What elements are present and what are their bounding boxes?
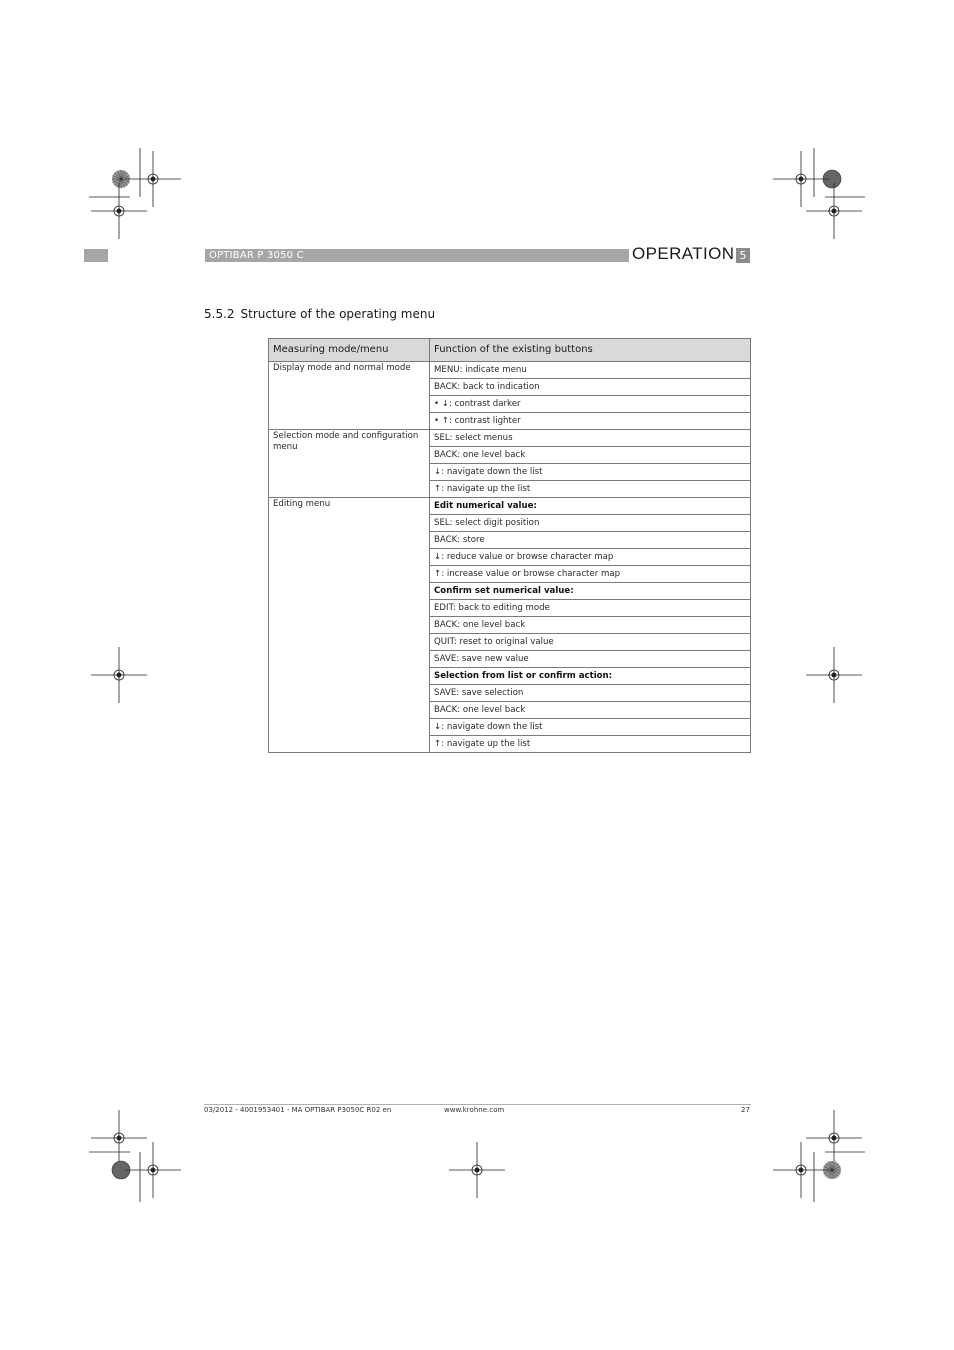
function-cell: BACK: one level back — [430, 702, 751, 719]
function-cell: BACK: one level back — [430, 447, 751, 464]
function-cell: • ↑: contrast lighter — [430, 413, 751, 430]
function-cell: ↑: increase value or browse character map — [430, 566, 751, 583]
mode-cell: Editing menu — [269, 498, 430, 753]
function-cell: ↑: navigate up the list — [430, 481, 751, 498]
chapter-number-badge: 5 — [736, 248, 750, 263]
function-cell: EDIT: back to editing mode — [430, 600, 751, 617]
function-subheading-cell: Edit numerical value: — [430, 498, 751, 515]
section-heading — [204, 306, 435, 322]
function-cell: ↓: reduce value or browse character map — [430, 549, 751, 566]
function-subheading-cell: Selection from list or confirm action: — [430, 668, 751, 685]
function-cell: SAVE: save new value — [430, 651, 751, 668]
function-cell: BACK: store — [430, 532, 751, 549]
header-left-bar — [84, 249, 108, 262]
footer-rule — [204, 1104, 751, 1105]
function-subheading-cell: Confirm set numerical value: — [430, 583, 751, 600]
chapter-title: OPERATION — [632, 244, 735, 263]
table-header-row — [269, 339, 751, 362]
function-cell: ↑: navigate up the list — [430, 736, 751, 753]
section-number: 5.5.2 — [204, 307, 235, 321]
table-row — [269, 430, 751, 447]
mode-cell: Display mode and normal mode — [269, 362, 430, 430]
mode-cell: Selection mode and configuration menu — [269, 430, 430, 498]
function-cell: SAVE: save selection — [430, 685, 751, 702]
table-row — [269, 362, 751, 379]
operating-menu-table — [268, 338, 751, 753]
footer-doc-info: 03/2012 - 4001953401 - MA OPTIBAR P3050C R02 en — [204, 1106, 392, 1114]
section-title: Structure of the operating menu — [240, 307, 436, 321]
column-header-mode: Measuring mode/menu — [269, 339, 430, 362]
function-cell: MENU: indicate menu — [430, 362, 751, 379]
function-cell: BACK: back to indication — [430, 379, 751, 396]
footer-website: www.krohne.com — [444, 1106, 505, 1114]
function-cell: QUIT: reset to original value — [430, 634, 751, 651]
header-product-name: OPTIBAR P 3050 C — [209, 250, 304, 261]
table-row — [269, 498, 751, 515]
column-header-function: Function of the existing buttons — [430, 339, 751, 362]
function-cell: SEL: select menus — [430, 430, 751, 447]
function-cell: ↓: navigate down the list — [430, 464, 751, 481]
function-cell: BACK: one level back — [430, 617, 751, 634]
function-cell: ↓: navigate down the list — [430, 719, 751, 736]
footer-page-number: 27 — [741, 1106, 750, 1114]
table-body — [269, 362, 751, 753]
function-cell: SEL: select digit position — [430, 515, 751, 532]
function-cell: • ↓: contrast darker — [430, 396, 751, 413]
